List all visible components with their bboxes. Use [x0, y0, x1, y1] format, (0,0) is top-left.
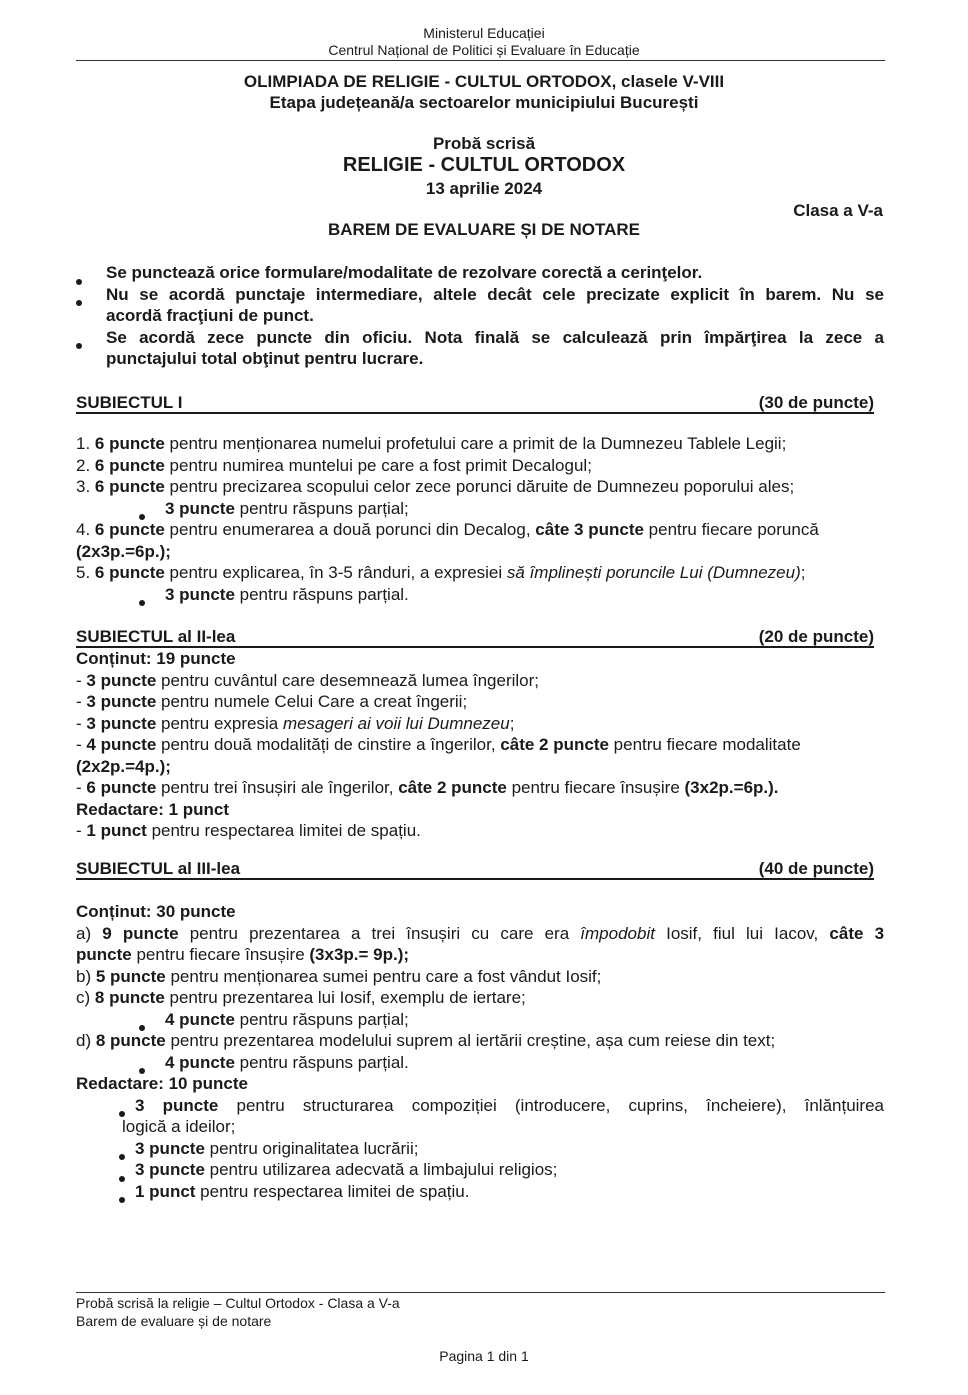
content-heading: Conținut: 19 puncte: [76, 649, 236, 668]
footer-rule: [76, 1292, 885, 1293]
section-2-header: [76, 627, 874, 648]
list-item: 1. 6 puncte pentru menționarea numelui profetului care a primit de la Dumnezeu Tablele Legii;: [76, 434, 787, 453]
list-item: 3 puncte pentru răspuns parțial;: [76, 498, 884, 520]
list-item: 3. 6 puncte pentru precizarea scopului celor zece porunci dăruite de Dumnezeu poporului ales;: [76, 477, 795, 496]
section-3-header: [76, 859, 874, 880]
olympiad-title: OLIMPIADA DE RELIGIE - CULTUL ORTODOX, clasele V-VIII: [243, 72, 725, 91]
list-item: b) 5 puncte pentru menționarea sumei pentru care a fost vândut Iosif;: [76, 966, 602, 986]
stage-title: Etapa județeană/a sectoarelor municipiului București: [269, 93, 699, 112]
list-item: - 4 puncte pentru două modalități de cinstire a îngerilor, câte 2 puncte pentru fiecare modalitate: [76, 735, 801, 754]
section-2-items: Conținut: 19 puncte - 3 puncte pentru cuvântul care desemnează lumea îngerilor; - 3 puncte pentru numele Celui Care a creat îngerii; - 3 puncte pentru expresia mesageri ai voii lui Dumnezeu; - 4 puncte pentru două modalități de cinstire a îngerilor, câte 2 puncte pentru fiecare modalitate (2x2p.=4p.); - 6 puncte pentru trei însușiri ale îngerilor, câte 2 puncte pentru fiecare însușire (3x2p.=6p.). Redactare: 1 punct - 1 punct pentru respectarea limitei de spațiu.: [76, 648, 884, 842]
list-item: - 6 puncte pentru trei însușiri ale îngerilor, câte 2 puncte pentru fiecare însușire (3x2p.=6p.).: [76, 778, 779, 797]
rule-2: Nu se acordă punctaje intermediare, altele decât cele precizate explicit în barem. Nu se: [76, 284, 884, 306]
ministry-name: Ministerul Educației: [423, 25, 545, 41]
list-item: 3 puncte pentru răspuns parțial.: [76, 584, 884, 606]
section-1-points: (30 de puncte): [758, 393, 874, 412]
bullet-icon: [139, 1068, 145, 1074]
center-name: Centrul Național de Politici și Evaluare în Educație: [328, 42, 640, 58]
footer-line-2: Barem de evaluare și de notare: [76, 1313, 272, 1329]
section-1-items: 1. 6 puncte pentru menționarea numelui profetului care a primit de la Dumnezeu Tablele Legii; 2. 6 puncte pentru numirea muntelui pe care a fost primit Decalogul; 3. 6 puncte pentru precizarea scopului celor zece porunci dăruite de Dumnezeu poporului ales; 3 puncte pentru răspuns parțial; 4. 6 puncte pentru enumerarea a două porunci din Decalog, câte 3 puncte pentru fiecare poruncă (2x3p.=6p.); 5. 6 puncte pentru explicarea, în 3-5 rânduri, a expresiei să împlinești poruncile Lui (Dumnezeu); 3 puncte pentru răspuns parțial.: [76, 433, 884, 605]
section-3-title: SUBIECTUL al III-lea: [76, 859, 241, 878]
probe-title: Probă scrisă: [432, 134, 536, 153]
general-rules: Se punctează orice formulare/modalitate de rezolvare corectă a cerinţelor. Nu se acordă punctaje intermediare, altele decât cele precizate explicit în barem. Nu se acordă fracţiuni de punct. Se acordă zece puncte din oficiu. Nota finală se calculează prin împărţirea la zece a punctajului total obţinut pentru lucrare.: [76, 262, 884, 370]
class-label: Clasa a V-a: [793, 201, 883, 220]
rule-3: Se acordă zece puncte din oficiu. Nota finală se calculează prin împărţirea la zece a: [76, 327, 884, 349]
header-rule: [76, 60, 885, 61]
exam-date: 13 aprilie 2024: [425, 179, 543, 198]
list-item: - 3 puncte pentru expresia mesageri ai voii lui Dumnezeu;: [76, 713, 515, 733]
bullet-icon: [139, 514, 145, 520]
bullet-icon: [139, 600, 145, 606]
bullet-icon: [139, 1025, 145, 1031]
footer-line-1: Probă scrisă la religie – Cultul Ortodox - Clasa a V-a: [76, 1295, 400, 1311]
list-item: d) 8 puncte pentru prezentarea modelului suprem al iertării creștine, așa cum reiese din text;: [76, 1031, 776, 1050]
list-item: 1 punct pentru respectarea limitei de spațiu.: [76, 1181, 884, 1203]
redactare-heading: Redactare: 10 puncte: [76, 1074, 248, 1093]
rule-1: Se punctează orice formulare/modalitate de rezolvare corectă a cerinţelor.: [76, 262, 884, 284]
list-item: - 1 punct pentru respectarea limitei de spațiu.: [76, 821, 421, 840]
list-item: 3 puncte pentru structurarea compoziției (introducere, cuprins, încheiere), înlănțuirea: [76, 1095, 884, 1117]
section-3-points: (40 de puncte): [758, 859, 874, 878]
section-2-points: (20 de puncte): [758, 627, 874, 646]
page-number: Pagina 1 din 1: [439, 1348, 529, 1364]
list-item: 4 puncte pentru răspuns parțial.: [76, 1052, 884, 1074]
list-item: c) 8 puncte pentru prezentarea lui Iosif, exemplu de iertare;: [76, 988, 526, 1007]
list-item: 2. 6 puncte pentru numirea muntelui pe care a fost primit Decalogul;: [76, 455, 592, 475]
list-item: 4. 6 puncte pentru enumerarea a două porunci din Decalog, câte 3 puncte pentru fiecare poruncă: [76, 520, 819, 539]
redactare-heading: Redactare: 1 punct: [76, 799, 230, 819]
list-item: 4 puncte pentru răspuns parțial;: [76, 1009, 884, 1031]
section-1-title: SUBIECTUL I: [76, 393, 183, 412]
content-heading: Conținut: 30 puncte: [76, 902, 236, 921]
section-1-header: [76, 393, 874, 414]
list-item: 3 puncte pentru originalitatea lucrării;: [76, 1138, 884, 1160]
list-item: 5. 6 puncte pentru explicarea, în 3-5 rânduri, a expresiei să împlinești poruncile Lui (Dumnezeu);: [76, 563, 806, 582]
list-item: - 3 puncte pentru numele Celui Care a creat îngerii;: [76, 692, 468, 711]
barem-title: BAREM DE EVALUARE ȘI DE NOTARE: [327, 220, 640, 239]
bullet-icon: [119, 1197, 125, 1203]
list-item: 3 puncte pentru utilizarea adecvată a limbajului religios;: [76, 1159, 884, 1181]
section-3-items: Conținut: 30 puncte a) 9 puncte pentru prezentarea a trei însușiri cu care era împodobit Iosif, fiul lui Iacov, câte 3 puncte pentru fiecare însușire (3x3p.= 9p.); b) 5 puncte pentru menționarea sumei pentru care a fost vândut Iosif; c) 8 puncte pentru prezentarea lui Iosif, exemplu de iertare; 4 puncte pentru răspuns parțial; d) 8 puncte pentru prezentarea modelului suprem al iertării creștine, așa cum reiese din text; 4 puncte pentru răspuns parțial. Redactare: 10 puncte 3 puncte pentru structurarea compoziției (introducere, cuprins, încheiere), înlănțuirea logică a ideilor; 3 puncte pentru originalitatea lucrării; 3 puncte pentru utilizarea adecvată a limbajului religios; 1 punct pentru respectarea limitei de spațiu.: [76, 901, 884, 1202]
list-item: a) 9 puncte pentru prezentarea a trei însușiri cu care era împodobit Iosif, fiul lui Iacov, câte 3: [76, 923, 885, 943]
list-item: - 3 puncte pentru cuvântul care desemnează lumea îngerilor;: [76, 670, 540, 690]
section-2-title: SUBIECTUL al II-lea: [76, 627, 236, 646]
subject-title: RELIGIE - CULTUL ORTODOX: [342, 154, 626, 176]
